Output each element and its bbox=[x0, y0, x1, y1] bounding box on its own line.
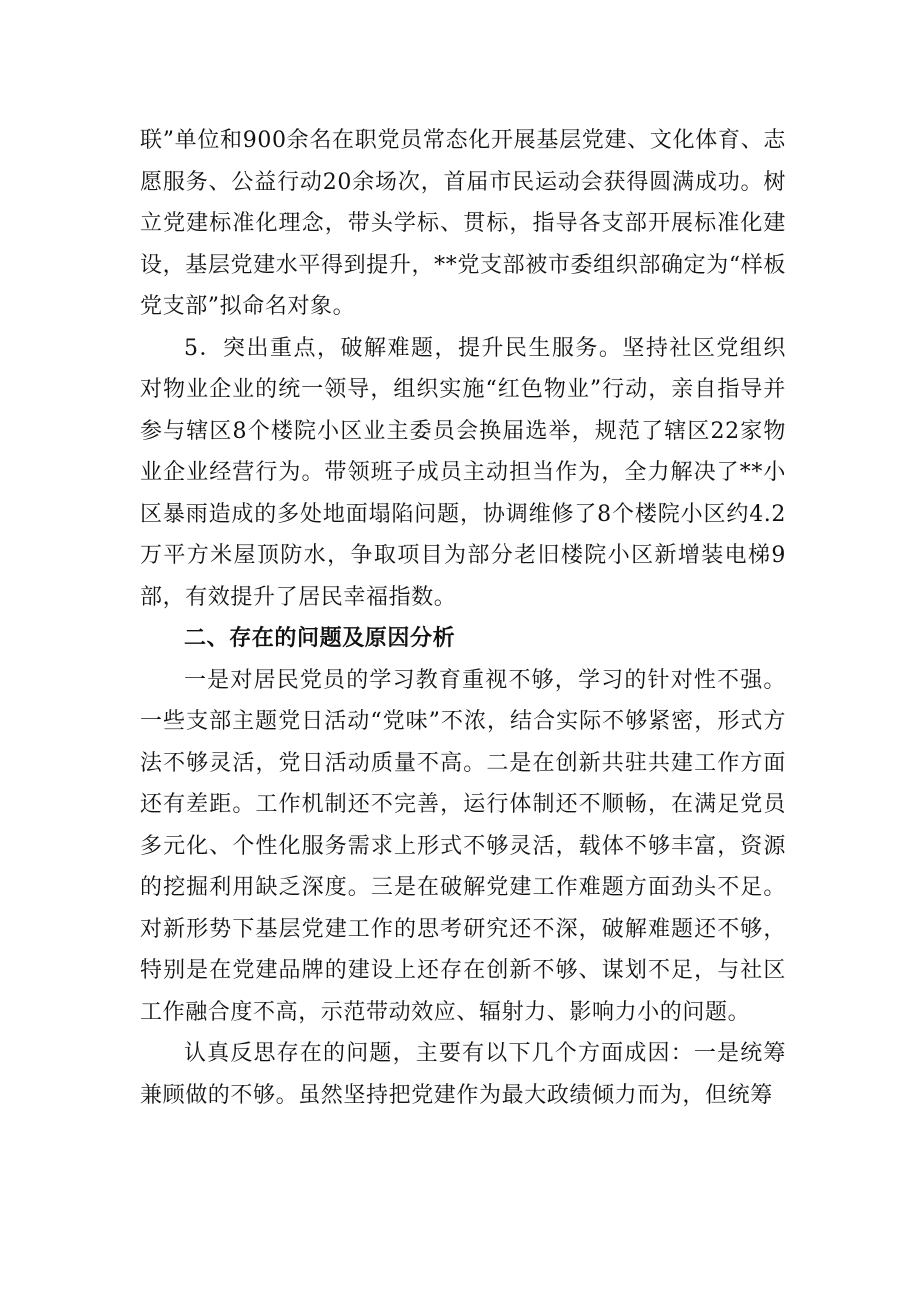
section-heading-problems-analysis: 二、存在的问题及原因分析 bbox=[184, 626, 456, 651]
paragraph-livelihood-services: 5．突出重点，破解难题，提升民生服务。坚持社区党组织对物业企业的统一领导，组织实施“红色物业”行动，亲自指导并参与辖区8个楼院小区业主委员会换届选举，规范了辖区22家物业企业经营行为。带领班子成员主动担当作为，全力解决了**小区暴雨造成的多处地面塌陷问题，协调维修了8个楼院小区约4.2万平方米屋顶防水，争取项目为部分老旧楼院小区新增装电梯9部，有效提升了居民幸福指数。 bbox=[140, 335, 786, 610]
paragraph-causes: 认真反思存在的问题，主要有以下几个方面成因：一是统筹兼顾做的不够。虽然坚持把党建作为最大政绩倾力而为，但统筹 bbox=[140, 1041, 786, 1108]
document-body bbox=[140, 120, 786, 1116]
paragraph-problems: 一是对居民党员的学习教育重视不够，学习的针对性不强。一些支部主题党日活动“党味”不浓，结合实际不够紧密，形式方法不够灵活，党日活动质量不高。二是在创新共驻共建工作方面还有差距。工作机制还不完善，运行体制还不顺畅，在满足党员多元化、个性化服务需求上形式不够灵活，载体不够丰富，资源的挖掘利用缺乏深度。三是在破解党建工作难题方面劲头不足。对新形势下基层党建工作的思考研究还不深，破解难题还不够，特别是在党建品牌的建设上还存在创新不够、谋划不足，与社区工作融合度不高，示范带动效应、辐射力、影响力小的问题。 bbox=[140, 667, 786, 1025]
paragraph-achievements-continued: 联”单位和900余名在职党员常态化开展基层党建、文化体育、志愿服务、公益行动20余场次，首届市民运动会获得圆满成功。树立党建标准化理念，带头学标、贯标，指导各支部开展标准化建设，基层党建水平得到提升，**党支部被市委组织部确定为“样板党支部”拟命名对象。 bbox=[140, 128, 786, 319]
